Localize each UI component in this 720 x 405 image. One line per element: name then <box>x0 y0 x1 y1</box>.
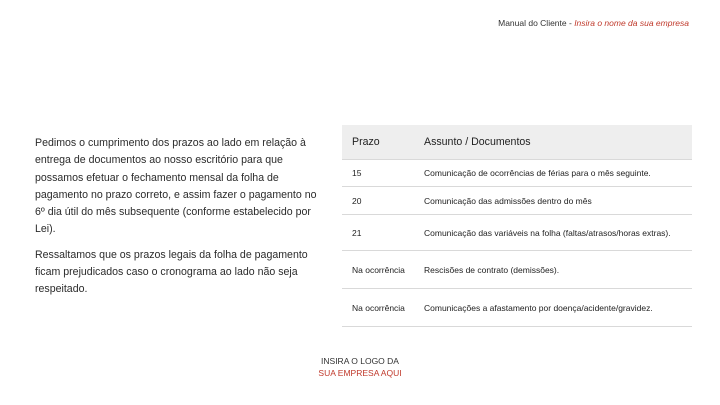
assunto-cell: Rescisões de contrato (demissões). <box>414 251 692 289</box>
intro-paragraph-1: Pedimos o cumprimento dos prazos ao lado em relação à entrega de documentos ao nosso escritório para que possamos efetuar o fechamento mensal da folha de pagamento no prazo correto, e assim fazer o pagamento no 6º dia útil do mês subsequente (conforme estabelecido por Lei). <box>35 137 317 236</box>
page-header <box>498 18 689 28</box>
prazo-cell: 20 <box>342 187 414 215</box>
table-row <box>342 187 692 215</box>
prazo-cell: 21 <box>342 215 414 251</box>
table-row <box>342 251 692 289</box>
prazo-cell: Na ocorrência <box>342 289 414 327</box>
assunto-cell: Comunicação das variáveis na folha (faltas/atrasos/horas extras). <box>414 215 692 251</box>
header-manual-label: Manual do Cliente - <box>498 18 575 28</box>
prazo-cell: Na ocorrência <box>342 251 414 289</box>
table-header-row <box>342 125 692 160</box>
column-header-assunto: Assunto / Documentos <box>414 125 692 160</box>
assunto-cell: Comunicações a afastamento por doença/acidente/gravidez. <box>414 289 692 327</box>
logo-placeholder-line-2: SUA EMPRESA AQUI <box>318 368 402 378</box>
prazo-cell: 15 <box>342 160 414 187</box>
header-company-placeholder: Insira o nome da sua empresa <box>574 18 689 28</box>
column-header-prazo: Prazo <box>342 125 414 160</box>
assunto-cell: Comunicação das admissões dentro do mês <box>414 187 692 215</box>
table-row <box>342 289 692 327</box>
table-row <box>342 160 692 187</box>
table-row <box>342 215 692 251</box>
logo-placeholder <box>300 355 420 379</box>
intro-paragraph-2: Ressaltamos que os prazos legais da folha de pagamento ficam prejudicados caso o cronograma ao lado não seja respeitado. <box>35 248 308 296</box>
deadlines-table <box>342 125 692 327</box>
assunto-cell: Comunicação de ocorrências de férias para o mês seguinte. <box>414 160 692 187</box>
intro-text <box>35 135 325 307</box>
logo-placeholder-line-1: INSIRA O LOGO DA <box>321 356 399 366</box>
